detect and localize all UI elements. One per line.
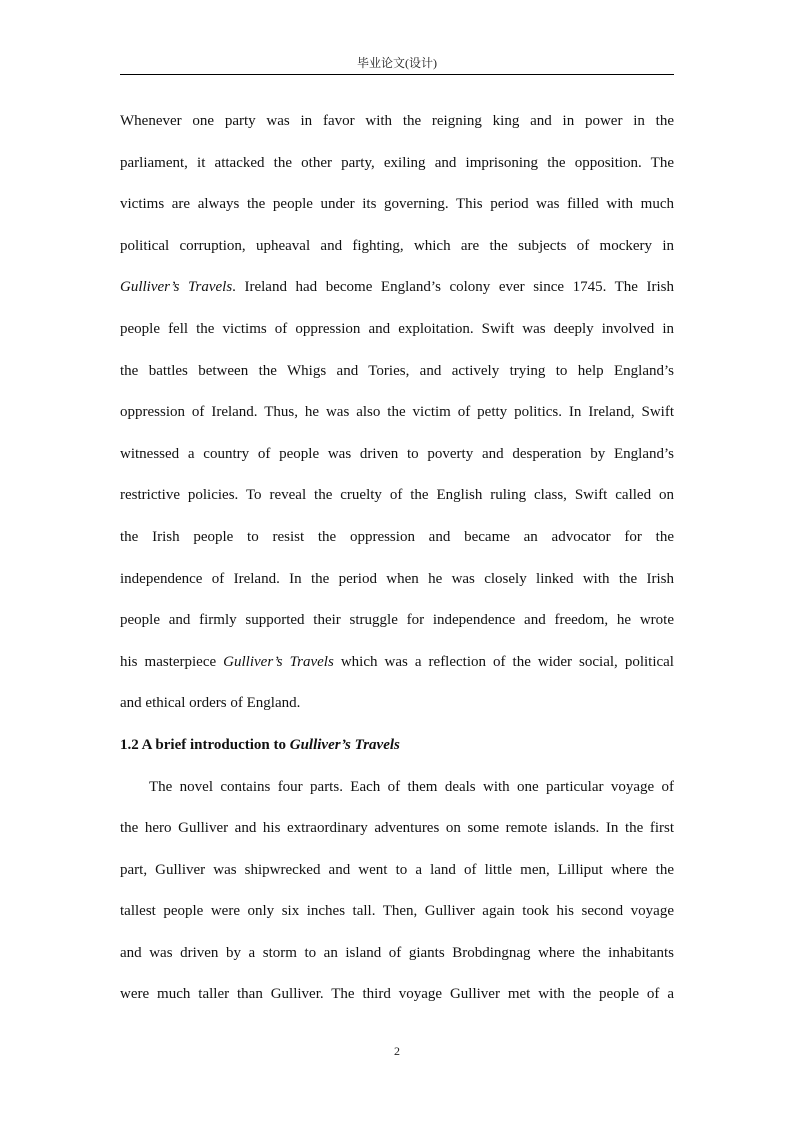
book-title: Gulliver’s Travels <box>120 279 233 296</box>
text-run: . Ireland had become England’s colony ever since 1745. The Irish <box>232 279 674 296</box>
text-line: the hero Gulliver and his extraordinary adventures on some remote islands. In the first <box>120 820 674 837</box>
header-rule <box>120 74 674 75</box>
heading-book-title: Gulliver’s Travels <box>289 736 400 753</box>
text-line: witnessed a country of people was driven to poverty and desperation by England’s <box>120 445 674 462</box>
text-line <box>120 267 674 309</box>
heading-text: 1.2 A brief introduction to <box>120 736 290 753</box>
text-line: people fell the victims of oppression and exploitation. Swift was deeply involved in <box>120 320 674 337</box>
text-line: the battles between the Whigs and Tories, and actively trying to help England’s <box>120 362 674 379</box>
running-header: 毕业论文(设计) <box>357 56 437 70</box>
text-line: The novel contains four parts. Each of them deals with one particular voyage of <box>149 778 674 795</box>
text-line: political corruption, upheaval and fighting, which are the subjects of mockery in <box>120 237 674 254</box>
text-line: oppression of Ireland. Thus, he was also the victim of petty politics. In Ireland, Swift <box>120 404 674 421</box>
section-heading <box>120 725 674 767</box>
text-line: the Irish people to resist the oppression and became an advocator for the <box>120 528 674 545</box>
text-line <box>120 642 674 684</box>
text-run: which was a reflection of the wider social, political <box>333 653 674 670</box>
text-line: and was driven by a storm to an island of giants Brobdingnag where the inhabitants <box>120 944 674 961</box>
page-number: 2 <box>394 1044 400 1058</box>
text-run: his masterpiece <box>120 653 224 670</box>
text-line: tallest people were only six inches tall. Then, Gulliver again took his second voyage <box>120 903 674 920</box>
paragraph <box>120 767 674 1017</box>
text-line: were much taller than Gulliver. The third voyage Gulliver met with the people of a <box>120 986 674 1003</box>
paragraph <box>120 101 674 725</box>
text-line: people and firmly supported their struggle for independence and freedom, he wrote <box>120 612 674 629</box>
text-line: parliament, it attacked the other party, exiling and imprisoning the opposition. The <box>120 154 674 171</box>
text-line: restrictive policies. To reveal the cruelty of the English ruling class, Swift called on <box>120 487 674 504</box>
page-body <box>120 101 674 1016</box>
text-line: Whenever one party was in favor with the reigning king and in power in the <box>120 113 674 129</box>
text-line: victims are always the people under its governing. This period was filled with much <box>120 196 674 213</box>
text-line: part, Gulliver was shipwrecked and went to a land of little men, Lilliput where the <box>120 861 674 878</box>
text-line: and ethical orders of England. <box>120 695 301 712</box>
text-line: independence of Ireland. In the period when he was closely linked with the Irish <box>120 570 674 587</box>
book-title: Gulliver’s Travels <box>223 653 334 670</box>
